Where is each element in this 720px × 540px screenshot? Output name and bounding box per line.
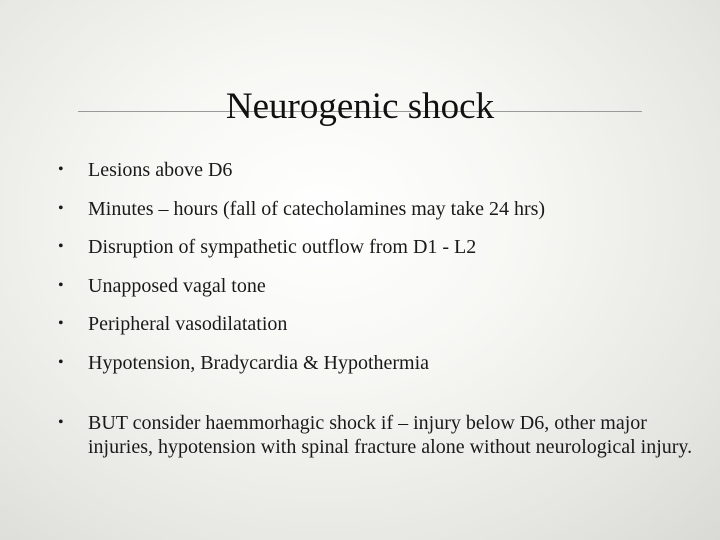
bullet-dot-icon: • xyxy=(58,161,64,178)
bullet-list xyxy=(58,158,698,474)
bullet-text: Hypotension, Bradycardia & Hypothermia xyxy=(88,351,430,374)
bullet-item xyxy=(58,351,698,375)
bullet-item xyxy=(58,158,698,182)
bullet-item xyxy=(58,197,698,221)
bullet-text: Unapposed vagal tone xyxy=(88,274,266,297)
bullet-item xyxy=(58,312,698,336)
bullet-item xyxy=(58,274,698,298)
bullet-text: Disruption of sympathetic outflow from D1 - L2 xyxy=(88,236,477,259)
bullet-dot-icon: • xyxy=(58,413,64,431)
bullet-dot-icon: • xyxy=(58,353,64,371)
bullet-item xyxy=(58,235,698,259)
bullet-text: Minutes – hours (fall of catecholamines may take 24 hrs) xyxy=(88,197,546,220)
bullet-dot-icon: • xyxy=(58,276,64,294)
bullet-item-final xyxy=(58,411,698,459)
bullet-dot-icon: • xyxy=(58,199,64,217)
slide-title: Neurogenic shock xyxy=(225,86,495,127)
bullet-text: BUT consider haemmorhagic shock if – injury below D6, other major injuries, hypotension with spinal fracture alone without neurological injury. xyxy=(88,411,693,458)
bullet-dot-icon: • xyxy=(58,315,64,333)
bullet-dot-icon: • xyxy=(58,238,64,256)
bullet-text: Peripheral vasodilatation xyxy=(88,313,288,336)
bullet-text: Lesions above D6 xyxy=(88,159,233,181)
